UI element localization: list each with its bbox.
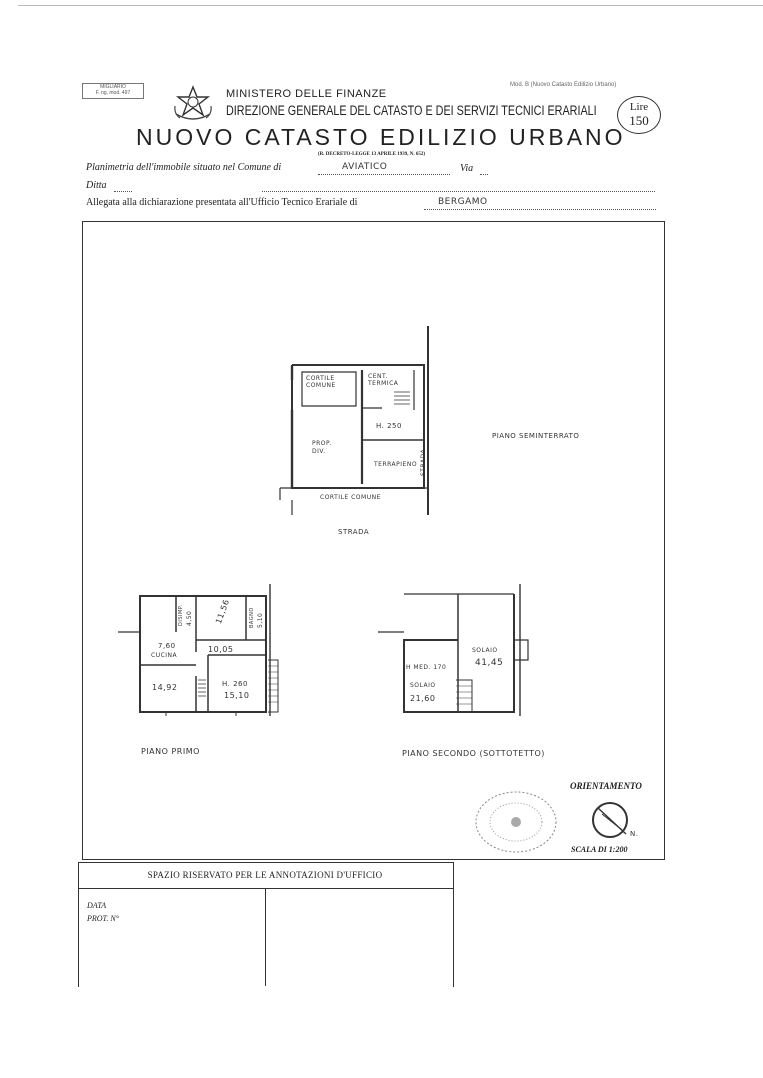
model-ref: Mod. B (Nuovo Catasto Edilizio Urbano) [510,82,617,88]
seminterrato-plan [280,326,428,515]
label-solaio-small: SOLAIO [410,682,436,689]
office-seal-icon [470,788,562,856]
label-solaio-big-area: 41,45 [475,658,504,668]
ministry-title: MINISTERO DELLE FINANZE [226,88,387,100]
main-title: NUOVO CATASTO EDILIZIO URBANO [136,124,626,150]
label-cucina-area: 7,60 [158,642,176,650]
label-cortile-comune-bottom: CORTILE COMUNE [320,494,381,501]
label-solaio-big: SOLAIO [472,647,498,654]
annotations-column-divider [265,888,266,986]
planimetria-label: Planimetria dell'immobile situato nel Comune di [86,162,282,173]
annotations-box [78,862,454,987]
label-strada-side: STRADA [420,448,427,476]
label-room-area-right: 15,10 [224,691,250,700]
label-bagno: BAGNO [249,607,255,628]
annotations-title: SPAZIO RISERVATO PER LE ANNOTAZIONI D'UFFICIO [147,870,383,880]
label-cortile-comune-top: CORTILE COMUNE [306,375,336,389]
label-terrapieno: TERRAPIENO [374,461,418,468]
ditta-label: Ditta [86,180,107,191]
caption-piano-primo: PIANO PRIMO [141,747,200,756]
decree-reference: (R. DECRETO-LEGGE 13 APRILE 1939, N. 652) [318,152,426,157]
label-room-area-left: 14,92 [152,683,178,692]
direction-title: DIREZIONE GENERALE DEL CATASTO E DEI SERVIZI TECNICI ERARIALI [226,103,597,118]
label-centrale-termica: CENT. TERMICA [368,373,399,387]
prot-label: PROT. N° [87,914,119,923]
scale-label: SCALA DI 1:200 [571,845,628,854]
form-label-line1: MIGLIARIO [100,84,126,90]
caption-piano-seminterrato: PIANO SEMINTERRATO [492,432,580,440]
piano-secondo-plan [378,584,528,716]
ufficio-value: BERGAMO [438,197,488,207]
via-label: Via [460,163,474,174]
label-height-primo: H. 260 [222,680,248,688]
label-room-area-top: 11,56 [214,598,232,626]
caption-piano-secondo: PIANO SECONDO (SOTTOTETTO) [402,749,545,758]
label-disimpegno-area: 4,50 [186,610,193,626]
north-mark: N. [630,830,639,838]
label-soggiorno-area: 10,05 [208,645,234,654]
stamp-value: 150 [629,113,649,128]
comune-value: AVIATICO [342,162,388,172]
label-height-seminterrato: H. 250 [376,422,402,430]
allegata-label: Allegata alla dichiarazione presentata all'Ufficio Tecnico Erariale di [86,197,358,208]
label-prop-diversa: PROP. DIV. [312,440,332,455]
form-label-line2: F. ng. mod. 497 [95,90,131,96]
label-height-medium: H MED. 170 [406,664,447,671]
label-solaio-small-area: 21,60 [410,694,436,703]
label-strada-bottom: STRADA [338,528,370,536]
label-bagno-area: 5,10 [257,612,264,628]
label-disimpegno: DISIMP. [178,604,184,626]
orientamento-label: ORIENTAMENTO [570,781,642,791]
piano-primo-plan [118,584,278,716]
data-label: DATA [87,901,107,910]
stamp-label: Lire [629,101,649,113]
label-cucina: CUCINA [151,652,178,659]
north-arrow-icon [590,800,630,840]
